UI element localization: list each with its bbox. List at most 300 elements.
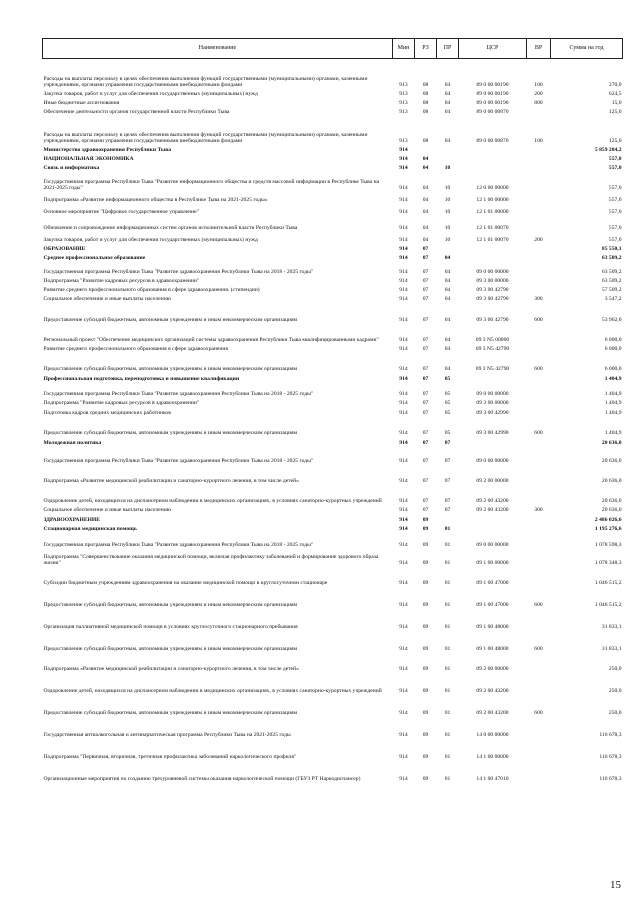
row-vr — [527, 533, 551, 549]
row-vr — [527, 192, 551, 204]
row-csr: 12 1 01 00070 — [476, 225, 509, 232]
table-row — [43, 549, 623, 567]
row-min: 913 — [399, 91, 408, 98]
row-pr: 10 — [444, 225, 451, 232]
row-min: 914 — [399, 296, 408, 303]
row-rz: 08 — [422, 109, 429, 116]
row-sum: 270,0 — [608, 82, 622, 89]
row-csr: 09 3 N5 42790 — [475, 366, 510, 373]
row-csr: 09 0 00 00000 — [476, 269, 509, 276]
row-sum: 20 636,0 — [601, 498, 622, 505]
row-min: 914 — [399, 754, 408, 761]
row-pr: 05 — [444, 391, 451, 398]
table-row — [43, 192, 623, 204]
row-csr — [459, 244, 527, 253]
row-rz: 08 — [422, 100, 429, 107]
table-row — [43, 98, 623, 107]
row-csr: 09 2 00 43200 — [476, 688, 509, 695]
row-vr: 600 — [534, 366, 543, 373]
row-name: Предоставление субсидий бюджетным, автономным учреждениям и иным некоммерческим организациям — [43, 602, 298, 609]
row-rz: 04 — [422, 185, 429, 192]
row-name: Расходы на выплаты персоналу в целях обеспечения выполнения функций государственными (муниципальными) органами, казенными учреждениями, органами управления государственными внебюджетными фондами — [43, 76, 368, 89]
row-pr: 04 — [444, 346, 451, 353]
row-csr: 09 2 00 43200 — [476, 710, 509, 717]
row-sum: 557,0 — [608, 237, 622, 244]
row-name: Развитие среднего профессионального образования в сфере здравоохранения — [43, 346, 228, 353]
row-sum: 250,0 — [608, 688, 622, 695]
row-vr: 600 — [534, 602, 543, 609]
row-min: 914 — [399, 400, 408, 407]
row-sum: 557,0 — [608, 185, 622, 192]
row-name: Иные бюджетные ассигнования — [43, 100, 120, 107]
row-vr — [527, 262, 551, 276]
row-rz: 07 — [422, 317, 429, 324]
row-vr: 300 — [534, 296, 543, 303]
row-rz: 09 — [422, 517, 429, 524]
row-rz: 09 — [422, 580, 429, 587]
header-row — [43, 39, 623, 59]
row-name: Государственная программа Республики Тыва "Развитие здравоохранения Республики Тыва на 2018 - 2025 годы" — [43, 542, 314, 549]
row-sum: 1 046 515,2 — [594, 602, 622, 609]
row-name: Подпрограмма «Развитие информационного общества в Республике Тыва на 2021-2025 годы» — [43, 197, 268, 204]
row-name: Стационарная медицинская помощь — [43, 526, 137, 533]
row-name: Государственная программа Республики Тыва "Развитие здравоохранения Республики Тыва на 2018 - 2025 годы" — [43, 391, 314, 398]
row-name: Обновление и сопровождение информационных систем органов исполнительной власти Республики Тыва — [43, 225, 298, 232]
row-sum: 624,5 — [608, 91, 622, 98]
row-rz: 07 — [422, 507, 429, 514]
row-min: 913 — [399, 100, 408, 107]
table-row — [43, 262, 623, 276]
row-csr: 09 3 00 42790 — [476, 296, 509, 303]
row-min: 914 — [399, 346, 408, 353]
table-row — [43, 485, 623, 505]
row-name: Подготовка кадров средних медицинских работников — [43, 410, 171, 417]
table-row — [43, 253, 623, 262]
row-min: 914 — [399, 317, 408, 324]
row-name: Оздоровление детей, находящихся на диспансерном наблюдении в медицинских организациях, в условиях санаторно-курортных учреждений — [43, 688, 382, 695]
row-pr: 04 — [444, 278, 451, 285]
row-rz: 07 — [422, 255, 429, 262]
row-csr: 12 1 01 00000 — [476, 209, 509, 216]
row-vr — [527, 465, 551, 485]
table-body — [43, 59, 623, 783]
row-vr — [527, 549, 551, 567]
row-vr — [527, 383, 551, 398]
table-row — [43, 116, 623, 145]
row-pr: 10 — [444, 165, 451, 172]
row-vr: 100 — [534, 82, 543, 89]
row-min: 914 — [399, 366, 408, 373]
header-sum: Сумма на год — [551, 39, 623, 59]
header-name: Наименование — [43, 39, 393, 59]
row-min: 914 — [399, 440, 408, 447]
table-row — [43, 285, 623, 294]
row-rz: 09 — [422, 688, 429, 695]
row-rz: 07 — [422, 458, 429, 465]
row-vr — [527, 717, 551, 739]
row-pr: 07 — [444, 440, 451, 447]
row-min: 914 — [399, 255, 408, 262]
row-csr: 12 0 00 00000 — [476, 185, 509, 192]
row-min: 914 — [399, 156, 408, 163]
row-name: Региональный проект "Обеспечение медицинских организаций системы здравоохранения Республики Тыва квалифицированными кадрами" — [43, 337, 379, 344]
row-min: 914 — [399, 646, 408, 653]
row-pr: 05 — [444, 410, 451, 417]
row-csr: 09 3 N5 42790 — [475, 346, 510, 353]
row-csr: 89 0 00 00870 — [476, 138, 509, 145]
row-vr: 100 — [534, 138, 543, 145]
row-sum: 6 000,0 — [604, 366, 622, 373]
row-rz: 07 — [422, 400, 429, 407]
row-csr: 09 2 00 00000 — [476, 666, 509, 673]
row-pr: 04 — [444, 91, 451, 98]
row-name: Подпрограмма «Развитие медицинской реабилитации и санаторно-курортного лечения, в том числе детей» — [43, 478, 299, 485]
row-name: Предоставление субсидий бюджетным, автономным учреждениям и иным некоммерческим организациям — [43, 430, 298, 437]
row-pr: 04 — [444, 82, 451, 89]
row-pr: 07 — [444, 478, 451, 485]
table-row — [43, 533, 623, 549]
row-vr — [527, 285, 551, 294]
row-csr — [459, 514, 527, 524]
table-row — [43, 145, 623, 154]
row-min: 914 — [399, 391, 408, 398]
row-name: Развитие среднего профессионального образования в сфере здравоохранения. (стипендии) — [43, 287, 260, 294]
row-vr — [527, 524, 551, 533]
row-sum: 20 636,0 — [601, 507, 622, 514]
row-vr — [527, 244, 551, 253]
row-sum: 3 547,2 — [604, 296, 622, 303]
table-row — [43, 653, 623, 673]
row-pr: 01 — [444, 666, 451, 673]
row-min: 914 — [399, 269, 408, 276]
row-pr: 01 — [444, 624, 451, 631]
table-row — [43, 303, 623, 324]
row-sum: 557,0 — [608, 225, 622, 232]
row-vr — [527, 447, 551, 465]
row-name: Молодежная политика — [43, 440, 102, 447]
row-rz: 09 — [422, 776, 429, 783]
row-csr: 09 1 00 00000 — [476, 560, 509, 567]
row-pr: 04 — [444, 317, 451, 324]
row-sum: 20 636,0 — [601, 440, 622, 447]
row-rz: 07 — [422, 269, 429, 276]
row-sum: 116 678,3 — [599, 732, 622, 739]
row-name: Обеспечение деятельности органов государственной власти Республики Тыва — [43, 109, 230, 116]
row-csr: 09 1 00 47000 — [476, 580, 509, 587]
row-sum: 250,0 — [608, 710, 622, 717]
row-name: НАЦИОНАЛЬНАЯ ЭКОНОМИКА — [43, 156, 134, 163]
row-pr: 01 — [444, 688, 451, 695]
row-sum: 6 000,0 — [604, 337, 622, 344]
row-pr: 01 — [444, 542, 451, 549]
row-sum: 2 486 026,6 — [594, 517, 622, 524]
header-min: Мин — [393, 39, 415, 59]
row-name: Социальное обеспечение и иные выплаты населению — [43, 296, 171, 303]
row-sum: 53 962,0 — [601, 317, 622, 324]
table-row — [43, 373, 623, 383]
row-csr: 89 0 00 00190 — [476, 82, 509, 89]
row-rz: 07 — [422, 337, 429, 344]
table-row — [43, 276, 623, 285]
row-csr: 09 3 00 42990 — [476, 410, 509, 417]
row-vr — [527, 761, 551, 783]
row-sum: 116 678,3 — [599, 754, 622, 761]
row-vr — [527, 145, 551, 154]
table-row — [43, 398, 623, 407]
row-csr: 14 1 00 47010 — [476, 776, 509, 783]
row-min: 914 — [399, 602, 408, 609]
row-pr: 04 — [444, 109, 451, 116]
row-vr — [527, 514, 551, 524]
row-name: Подпрограмма "Развитие кадровых ресурсов в здравоохранении" — [43, 278, 200, 285]
row-sum: 1 404,9 — [604, 400, 622, 407]
row-name: Закупка товаров, работ и услуг для обеспечения государственных (муниципальных) нужд — [43, 237, 258, 244]
row-min: 914 — [399, 560, 408, 567]
row-name: Организационные мероприятия по созданию трехуровневой системы оказания наркологической помощи (ГБУЗ РТ Наркодиспансер) — [43, 776, 361, 783]
row-rz: 08 — [422, 82, 429, 89]
table-row — [43, 717, 623, 739]
row-sum: 63 509,2 — [601, 269, 622, 276]
header-csr: ЦСР — [459, 39, 527, 59]
table-row — [43, 609, 623, 631]
row-rz: 07 — [422, 346, 429, 353]
row-rz: 09 — [422, 560, 429, 567]
row-name: Расходы на выплаты персоналу в целях обеспечения выполнения функций государственными (муниципальными) органами, казенными учреждениями, органами управления государственными внебюджетными фондами — [43, 132, 368, 145]
row-sum: 1 078 348,3 — [594, 560, 622, 567]
row-pr: 01 — [444, 710, 451, 717]
row-pr: 01 — [444, 646, 451, 653]
row-vr: 300 — [534, 507, 543, 514]
row-csr: 89 0 00 00190 — [476, 100, 509, 107]
row-sum: 116 678,3 — [599, 776, 622, 783]
row-csr — [459, 524, 527, 533]
table-row — [43, 514, 623, 524]
row-csr: 89 0 00 00870 — [476, 109, 509, 116]
row-rz — [415, 145, 437, 154]
row-rz: 04 — [422, 165, 429, 172]
row-name: Субсидии бюджетным учреждениям здравоохранения на оказание медицинской помощи в круглосуточном стационаре — [43, 580, 328, 587]
table-row — [43, 673, 623, 695]
row-sum: 557,0 — [608, 165, 622, 172]
table-row — [43, 407, 623, 417]
row-pr: 10 — [444, 185, 451, 192]
table-row — [43, 631, 623, 653]
table-row — [43, 505, 623, 514]
row-pr: 04 — [444, 366, 451, 373]
row-pr: 01 — [444, 776, 451, 783]
row-name: Оздоровление детей, находящихся на диспансерном наблюдении в медицинских организациях, в условиях санаторно-курортных учреждений — [43, 498, 382, 505]
row-name: Государственная программа Республики Тыва "Развитие здравоохранения Республики Тыва на 2018 - 2025 годы" — [43, 458, 314, 465]
row-vr — [527, 609, 551, 631]
row-min: 914 — [399, 688, 408, 695]
row-name: Связь и информатика — [43, 165, 100, 172]
row-sum: 1 195 276,6 — [594, 526, 622, 533]
row-min: 914 — [399, 287, 408, 294]
row-name: Профессиональная подготовка, переподготовка и повышение квалификации — [43, 376, 240, 383]
row-min: 914 — [399, 410, 408, 417]
row-min: 914 — [399, 526, 408, 533]
row-min: 914 — [399, 776, 408, 783]
row-csr — [459, 437, 527, 447]
row-sum: 557,0 — [608, 156, 622, 163]
row-min: 914 — [399, 185, 408, 192]
table-row — [43, 324, 623, 344]
table-row — [43, 761, 623, 783]
row-vr — [527, 253, 551, 262]
row-name: ОБРАЗОВАНИЕ — [43, 246, 86, 253]
row-vr — [527, 163, 551, 172]
row-pr: 07 — [444, 458, 451, 465]
row-vr — [527, 398, 551, 407]
row-name: Закупка товаров, работ и услуг для обеспечения государственных (муниципальных) нужд — [43, 91, 258, 98]
table-row — [43, 172, 623, 192]
row-sum: 31 833,1 — [601, 624, 622, 631]
row-rz: 07 — [422, 478, 429, 485]
row-csr: 12 1 01 00070 — [476, 237, 509, 244]
row-pr: 04 — [444, 255, 451, 262]
table-row — [43, 383, 623, 398]
row-pr — [437, 244, 459, 253]
row-vr — [527, 485, 551, 505]
row-csr: 09 0 00 00000 — [476, 458, 509, 465]
row-min: 914 — [399, 517, 408, 524]
row-rz: 07 — [422, 287, 429, 294]
table-row — [43, 59, 623, 89]
row-sum: 5 859 284,2 — [594, 147, 622, 154]
row-sum: 1 404,9 — [604, 410, 622, 417]
row-name: Государственная программа Республики Тыва "Развитие здравоохранения Республики Тыва на 2018 - 2025 годы" — [43, 269, 314, 276]
row-rz: 09 — [422, 732, 429, 739]
row-sum: 1 078 598,3 — [594, 542, 622, 549]
row-vr — [527, 739, 551, 761]
row-rz: 08 — [422, 138, 429, 145]
budget-table — [42, 38, 623, 783]
row-rz: 09 — [422, 710, 429, 717]
row-vr: 600 — [534, 646, 543, 653]
row-min: 914 — [399, 666, 408, 673]
table-row — [43, 465, 623, 485]
row-vr: 200 — [534, 91, 543, 98]
table-row — [43, 524, 623, 533]
row-pr: 01 — [444, 526, 451, 533]
row-rz: 09 — [422, 602, 429, 609]
row-rz: 04 — [422, 209, 429, 216]
row-csr: 09 3 00 42790 — [476, 287, 509, 294]
row-vr — [527, 653, 551, 673]
row-name: Государственная антиалкогольная и антинаркотическая программа Республики Тыва на 2021-2025 годы — [43, 732, 291, 739]
row-sum: 20 636,0 — [601, 478, 622, 485]
row-rz: 07 — [422, 296, 429, 303]
row-pr: 01 — [444, 732, 451, 739]
row-csr: 89 0 00 00190 — [476, 91, 509, 98]
row-name: Подпрограмма "Первичная, вторичная, третичная профилактика заболеваний наркологического профиля" — [43, 754, 297, 761]
row-pr — [437, 145, 459, 154]
row-name: Социальное обеспечение и иные выплаты населению — [43, 507, 171, 514]
row-csr — [459, 163, 527, 172]
row-name: Подпрограмма "Совершенствование оказания медицинской помощи, включая профилактику заболеваний и формирование здорового образа жизни" — [43, 554, 379, 567]
row-csr: 14 0 00 00000 — [476, 732, 509, 739]
row-rz: 07 — [422, 246, 429, 253]
row-sum: 557,0 — [608, 197, 622, 204]
row-csr: 09 1 00 48000 — [476, 646, 509, 653]
row-pr: 04 — [444, 269, 451, 276]
row-pr: 04 — [444, 100, 451, 107]
row-rz: 04 — [422, 225, 429, 232]
row-vr — [527, 276, 551, 285]
row-pr: 01 — [444, 560, 451, 567]
row-csr: 09 1 00 47000 — [476, 602, 509, 609]
row-pr: 07 — [444, 498, 451, 505]
row-pr — [437, 154, 459, 163]
table-row — [43, 417, 623, 437]
table-row — [43, 437, 623, 447]
row-vr — [527, 567, 551, 587]
row-sum: 1 404,9 — [604, 391, 622, 398]
table-row — [43, 695, 623, 717]
row-name: Подпрограмма «Развитие медицинской реабилитации и санаторно-курортного лечения, в том числе детей» — [43, 666, 299, 673]
row-sum: 57 509,2 — [601, 287, 622, 294]
row-csr: 09 1 00 48000 — [476, 624, 509, 631]
row-pr: 05 — [444, 376, 451, 383]
row-name: Основное мероприятие "Цифровое государственное управление" — [43, 209, 199, 216]
row-sum: 1 046 515,2 — [594, 580, 622, 587]
row-sum: 63 509,2 — [601, 278, 622, 285]
row-name: Предоставление субсидий бюджетным, автономным учреждениям и иным некоммерческим организациям — [43, 317, 298, 324]
row-min: 914 — [399, 478, 408, 485]
row-pr: 04 — [444, 296, 451, 303]
row-rz: 07 — [422, 430, 429, 437]
row-csr — [459, 154, 527, 163]
row-min: 914 — [399, 507, 408, 514]
row-min: 914 — [399, 337, 408, 344]
row-rz: 07 — [422, 498, 429, 505]
row-min: 913 — [399, 109, 408, 116]
row-rz: 08 — [422, 91, 429, 98]
row-vr: 600 — [534, 317, 543, 324]
row-min: 914 — [399, 458, 408, 465]
row-sum: 85 550,1 — [601, 246, 622, 253]
row-vr: 200 — [534, 237, 543, 244]
table-row — [43, 107, 623, 116]
row-pr: 10 — [444, 209, 451, 216]
row-min: 913 — [399, 138, 408, 145]
row-rz: 07 — [422, 391, 429, 398]
row-vr — [527, 216, 551, 232]
row-min: 914 — [399, 147, 408, 154]
row-csr — [459, 373, 527, 383]
row-name: Подпрограмма "Развитие кадровых ресурсов в здравоохранении" — [43, 400, 200, 407]
row-sum: 31 833,1 — [601, 646, 622, 653]
row-min: 914 — [399, 237, 408, 244]
row-min: 914 — [399, 732, 408, 739]
row-pr: 04 — [444, 287, 451, 294]
row-csr: 09 3 00 00000 — [476, 278, 509, 285]
row-rz: 04 — [422, 156, 429, 163]
table-row — [43, 89, 623, 98]
row-min: 914 — [399, 624, 408, 631]
row-rz: 07 — [422, 376, 429, 383]
table-row — [43, 447, 623, 465]
row-csr: 14 1 00 00000 — [476, 754, 509, 761]
row-min: 913 — [399, 82, 408, 89]
header-vr: ВР — [527, 39, 551, 59]
table-header — [43, 39, 623, 59]
row-name: ЗДРАВООХРАНЕНИЕ — [43, 517, 100, 524]
row-rz: 09 — [422, 542, 429, 549]
header-pr: ПР — [437, 39, 459, 59]
row-csr: 09 3 00 00000 — [476, 400, 509, 407]
row-rz: 07 — [422, 278, 429, 285]
